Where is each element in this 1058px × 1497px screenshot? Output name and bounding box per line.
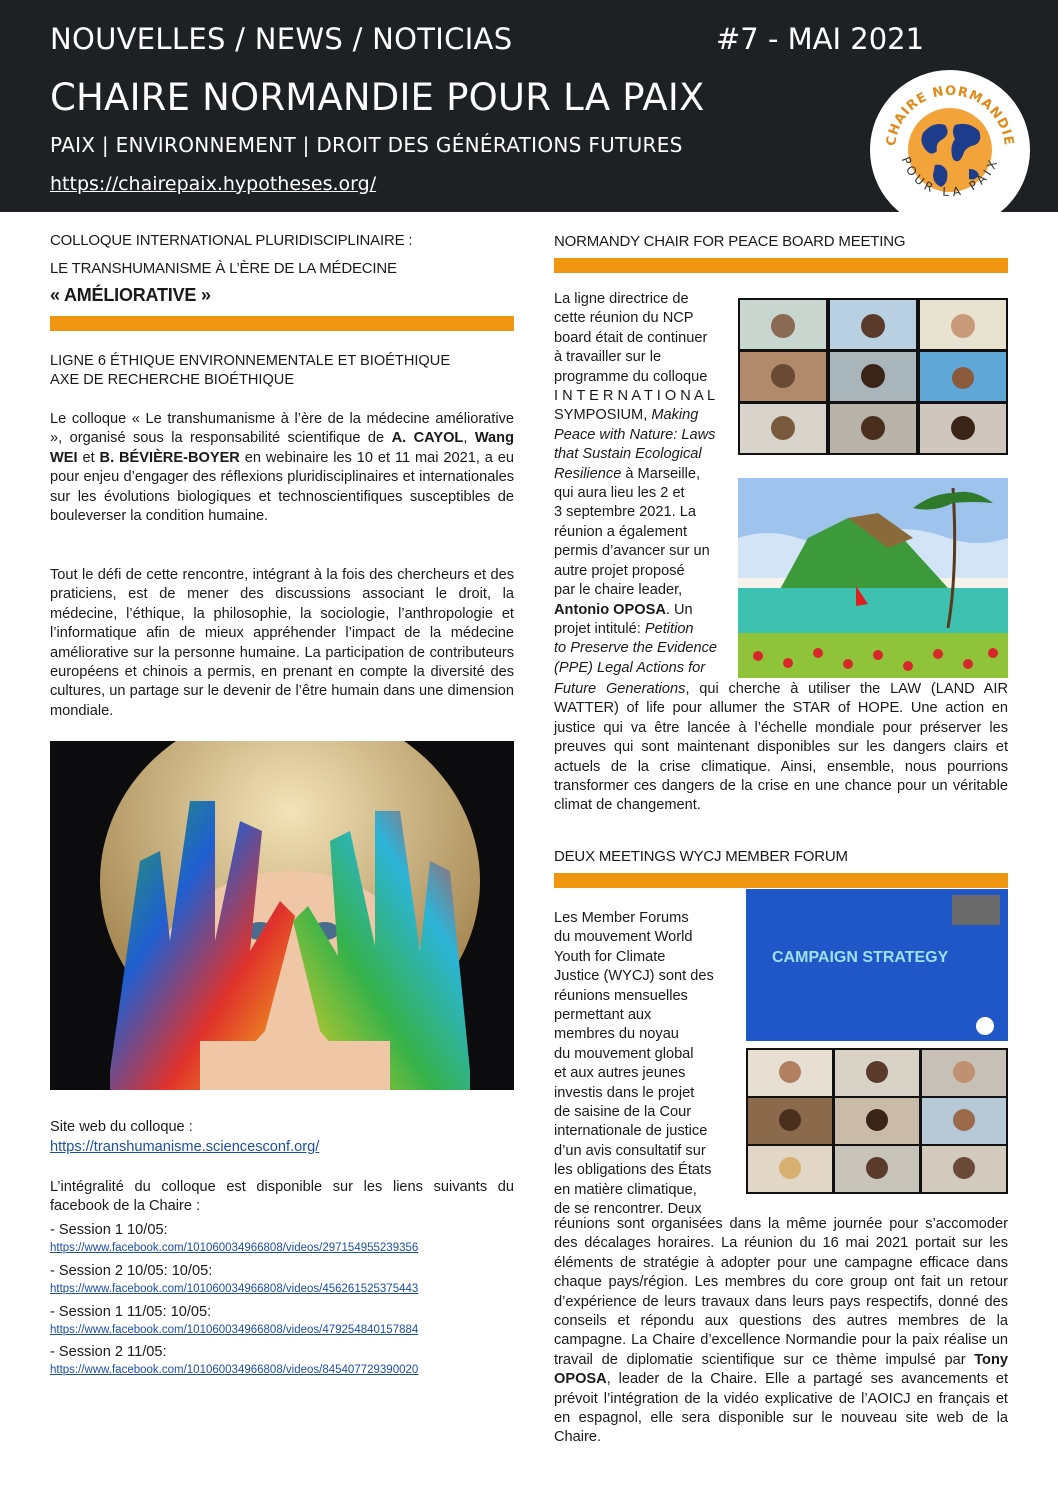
text-line: internationale de justice [554,1123,708,1140]
forum-paragraph-narrow [554,909,726,1220]
painted-hands-photo [50,741,514,1090]
text-span: réunions sont organisées dans la même journée pour s’accomoder des décalages horaires. La réunion du 16 mai 2021 portait sur les éléments de stratégie à adopter pour une campagne efficace dans chaque pays/région. Les membres du core group ont fait un retour d’expérience de leurs travaux dans leurs pays respectifs, donné des conseils et répondu aux questions des autres membres de la campagne. La Chaire d’excellence Normandie pour la paix réalise un travail de diplomatie scientifique sur ce thème impulsé par [554,1216,1008,1368]
text-line: cette réunion du NCP [554,310,694,327]
text-span: SYMPOSIUM, [554,407,648,424]
author-name-2: Wang WEI [50,430,515,466]
leader-name: Antonio OPOSA [554,601,666,618]
text-span: , leader de la Chaire. Elle a partagé ses avancements et prévoit l’intégration de la vidéo explicative de l’AOICJ en français et en espagnol, elle sera disponible sur le nouveau site web de la Chaire. [554,1371,1008,1446]
svg-text:CHAIRE NORMANDIE: CHAIRE NORMANDIE [884,83,1016,147]
text-line: investis dans le projet [554,1084,695,1101]
author-name-1: A. CAYOL [391,430,464,447]
text-line: 3 septembre 2021. La [554,504,696,521]
session-label: - Session 1 10/05: [50,1222,168,1238]
p1-text-c: et [77,449,100,466]
left-subtitle-1: LIGNE 6 ÉTHIQUE ENVIRONNEMENTALE ET BIOÉTHIQUE [50,353,451,369]
wycj-forum-title: DEUX MEETINGS WYCJ MEMBER FORUM [554,848,848,865]
text-line: de saisine de la Cour [554,1104,692,1121]
text-line: permis d’avancer sur un [554,543,710,560]
facebook-intro: L’intégralité du colloque est disponible sur les liens suivants du facebook de la Chaire : [50,1179,514,1215]
text-line: autre projet proposé [554,562,685,579]
video-call-grid-image [738,298,1008,455]
landscape-painting [738,478,1008,678]
child-painted-hands-image [50,741,514,1090]
board-meeting-paragraph-narrow [554,290,726,678]
text-line: réunions mensuelles [554,987,688,1004]
session-label: - Session 1 11/05: 10/05: [50,1304,212,1320]
session-link[interactable]: https://www.facebook.com/101060034966808/videos/845407729390020 [50,1364,419,1376]
text-line: de se rencontrer. Deux [554,1201,702,1218]
left-section-title-line3: « AMÉLIORATIVE » [50,285,211,305]
text-line: et aux autres jeunes [554,1065,686,1082]
slide-title: CAMPAIGN STRATEGY [772,949,949,966]
text-line: par le chaire leader, [554,582,683,599]
symposium-title-italic: Peace with Nature: Laws [554,426,716,443]
right-top-accent-bar [554,258,1008,273]
symposium-title-italic: Resilience [554,465,622,482]
p1-text-d: en webinaire les 10 et 11 mai 2021, a eu pour enjeu d’engager des réflexions pluridisciplinaires et internationales sur les évolutions biologiques et technoscientifiques susceptibles de bouleverser la condition humaine. [50,449,514,525]
right-bottom-accent-bar [554,873,1008,888]
p1-text-b: , [463,430,475,447]
project-title-italic: (PPE) Legal Actions for [554,659,706,676]
speaker-thumbnail [952,895,1000,925]
text-line: qui aura lieu les 2 et [554,485,685,502]
svg-text:POUR LA PAIX: POUR LA PAIX [898,154,1002,200]
left-paragraph-2: Tout le défi de cette rencontre, intégrant à la fois des chercheurs et des praticiens, est de mener des discussions associant le droit, la médecine, l’éthique, la philosophie, la sociologie, l’anthropologie et l’informatique afin de mieux appréhender l’impact de la médecine améliorative sur la personne humaine. La participation de contributeurs européens et chinois a permis, en prenant en compte la diversité des cultures, un partage sur le devenir de l’être humain dans une dimension mondiale. [50,567,514,719]
campaign-strategy-slide [746,889,1008,1041]
left-section-title-line1: COLLOQUE INTERNATIONAL PLURIDISCIPLINAIRE : [50,232,413,249]
video-call-grid-image [746,1048,1008,1194]
text-line: permettant aux [554,1007,652,1024]
text-line: à travailler sur le [554,349,662,366]
colloquium-site-label: Site web du colloque : [50,1119,193,1135]
page-title: CHAIRE NORMANDIE POUR LA PAIX [50,76,705,119]
project-title-italic: to Preserve the Evidence [554,640,718,657]
globe-logo-icon [873,73,1027,227]
text-line: Justice (WYCJ) sont des [554,968,714,985]
text-line: I N T E R N A T I O N A L [554,388,716,405]
board-meeting-paragraph-wide [554,680,1008,816]
website-link[interactable]: https://chairepaix.hypotheses.org/ [50,173,377,195]
text-line [554,406,726,425]
text-span: à Marseille, [625,465,701,482]
tagline: PAIX | ENVIRONNEMENT | DROIT DES GÉNÉRATIONS FUTURES [50,133,683,157]
text-line [554,465,726,484]
left-section-title-line2: LE TRANSHUMANISME À L’ÈRE DE LA MÉDECINE [50,260,397,277]
text-line: du mouvement World [554,929,693,946]
text-line: réunion a également [554,523,688,540]
text-line: Youth for Climate [554,948,666,965]
author-name-3: B. BÉVIÈRE-BOYER [99,449,240,466]
session-link[interactable]: https://www.facebook.com/101060034966808/videos/456261525375443 [50,1283,419,1295]
project-title-italic: Petition [644,620,694,637]
symposium-title-italic: that Sustain Ecological [554,446,702,463]
text-span: . Un [665,601,693,618]
text-line: membres du noyau [554,1026,679,1043]
text-line [554,601,726,620]
text-line: board était de continuer [554,329,708,346]
left-accent-bar [50,316,514,331]
symposium-title-italic: Making [651,407,699,424]
issue-number: #7 - MAI 2021 [716,22,925,56]
session-label: - Session 2 11/05: [50,1344,167,1360]
board-meeting-title: NORMANDY CHAIR FOR PEACE BOARD MEETING [554,233,906,250]
text-line: La ligne directrice de [554,291,689,307]
forum-paragraph-wide [554,1215,1008,1448]
text-line: d’un avis consultatif sur [554,1142,706,1159]
slide-logo-icon [976,1017,994,1035]
chair-logo [870,70,1030,230]
text-line: les obligations des États [554,1162,712,1179]
p1-text-a: Le colloque « Le transhumanisme à l’ère de la médecine améliorative », organisé sous la responsabilité scientifique de [50,411,514,447]
text-span: , qui cherche à utiliser the LAW (LAND AIR WATTER) of life pour allumer the STAR of HOPE. Une action en justice qui va être lancée à l’échelle mondiale pour préserver les preuves qui sont maintenant disponibles sur les dangers clairs et actuels de la crise climatique. Ainsi, ensemble, nous pourrions transformer ces dangers de la crise en une chance pour un véritable climat de changement. [554,681,1008,814]
board-meeting-zoom-photo [738,298,1008,455]
text-line: en matière climatique, [554,1181,697,1198]
project-title-italic: Future Generations [554,681,686,697]
left-paragraph-1 [50,410,514,526]
text-line: programme du colloque [554,368,708,385]
text-line: Les Member Forums [554,910,689,926]
sea-mountain-painting-image [738,478,1008,678]
text-line [554,620,726,639]
news-label: NOUVELLES / NEWS / NOTICIAS [50,22,513,56]
session-link[interactable]: https://www.facebook.com/101060034966808/videos/479254840157884 [50,1324,419,1336]
text-span: projet intitulé: [554,620,641,637]
session-label: - Session 2 10/05: 10/05: [50,1263,213,1279]
left-subtitle-2: AXE DE RECHERCHE BIOÉTHIQUE [50,372,295,388]
session-link[interactable]: https://www.facebook.com/101060034966808/videos/297154955239356 [50,1242,419,1254]
text-line: du mouvement global [554,1045,694,1062]
colloquium-site-link[interactable]: https://transhumanisme.sciencesconf.org/ [50,1139,320,1155]
leader-name: Tony OPOSA [554,1351,1008,1388]
forum-zoom-photo [746,1048,1008,1194]
